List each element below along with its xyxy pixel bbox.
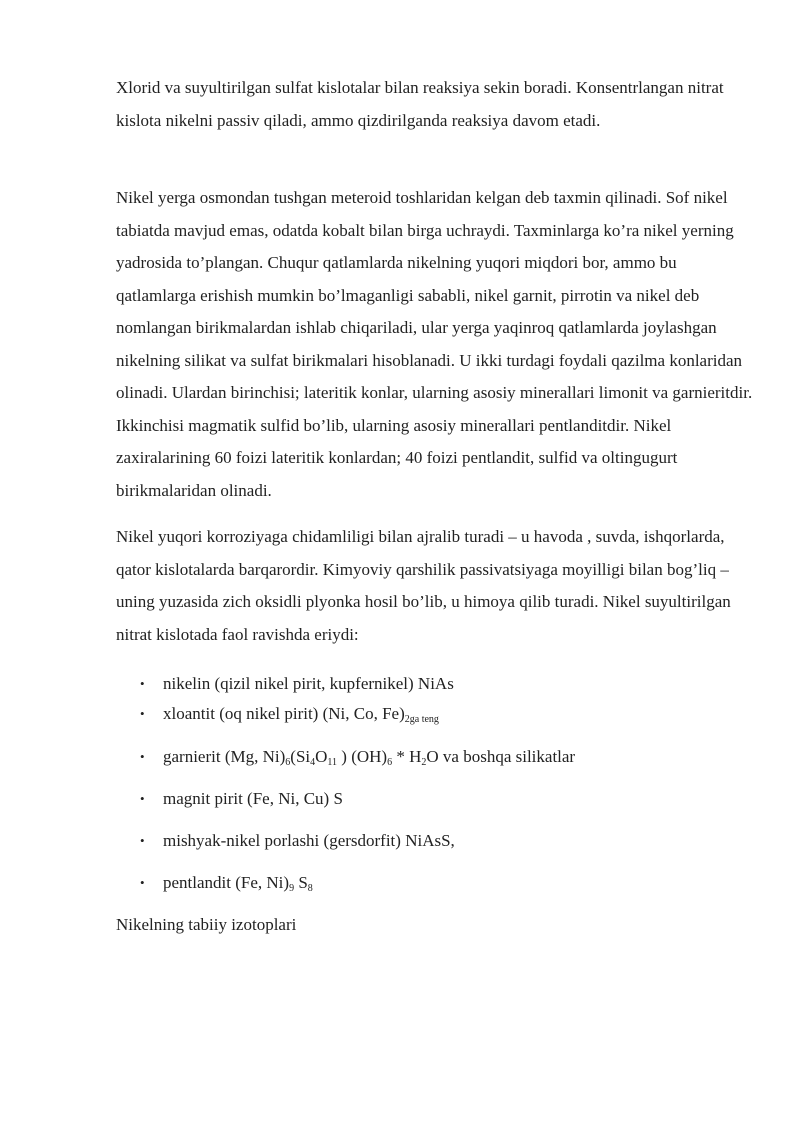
list-item [116,699,756,729]
mineral-pentlandit: pentlandit (Fe, $Ni)_9$ $S_8$ [163,873,313,894]
bullet-icon: • [140,791,145,806]
mineral-magnit-pirit: magnit pirit (Fe, Ni, Cu) S [163,789,343,808]
minerals-list [116,669,756,898]
paragraph-acid-reaction: Xlorid va suyultirilgan sulfat kislotalar bilan reaksiya sekin boradi. Konsentrlangan nitrat kislota nikelni passiv qiladi, ammo qizdirilganda reaksiya davom etadi. [116,78,724,130]
bullet-icon: • [140,749,145,764]
paragraph-nickel-origin: Nikel yerga osmondan tushgan meteroid toshlaridan kelgan deb taxmin qilinadi. Sof nikel tabiatda mavjud emas, odatda kobalt bilan birga uchraydi. Taxminlarga ko’ra nikel yerning yadrosida to’plangan. Chuqur qatlamlarda nikelning yuqori miqdori bor, ammo bu qatlamlarga erishish mumkin bo’lmaganligi sababli, nikel garnit, pirrotin va nikel deb nomlangan birikmalardan ishlab chiqariladi, ular yerga yaqinroq qatlamlarda joylashgan nikelning silikat va sulfat birikmalari hisoblanadi. U ikki turdagi foydali qazilma konlaridan olinadi. Ulardan birinchisi; lateritik konlar, ularning asosiy minerallari limonit va garnieritdir. Ikkinchisi magmatik sulfid bo’lib, ularning asosiy minerallari pentlanditdir. Nikel zaxiralarining 60 foizi lateritik konlardan; 40 foizi pentlandit, sulfid va oltingugurt birikmalaridan olinadi. [116,188,753,500]
document-page [116,72,756,940]
bullet-icon: • [140,706,145,721]
bullet-icon: • [140,833,145,848]
bullet-icon: • [140,676,145,691]
list-item [116,784,756,814]
bullet-icon: • [140,875,145,890]
mineral-xloantit: xloantit (oq nikel pirit) (Ni, Co, $Fe)_{2ga teng}$ [163,704,439,725]
mineral-gersdorfit: mishyak-nikel porlashi (gersdorfit) NiAsS, [163,831,455,850]
section-heading-isotopes: Nikelning tabiiy izotoplari [116,915,297,934]
list-item [116,669,756,699]
list-item [116,826,756,856]
mineral-nikelin: nikelin (qizil nikel pirit, kupfernikel) NiAs [163,674,454,693]
list-item [116,868,756,898]
paragraph-corrosion-resistance: Nikel yuqori korroziyaga chidamliligi bilan ajralib turadi – u havoda , suvda, ishqorlarda, qator kislotalarda barqarordir. Kimyoviy qarshilik passivatsiyaga moyilligi bilan bog’liq – uning yuzasida zich oksidli plyonka hosil bo’lib, u himoya qilib turadi. Nikel suyultirilgan nitrat kislotada faol ravishda eriydi: [116,527,731,644]
mineral-garnierit: garnierit (Mg, $Ni)_6(Si_4O_{11}$ ) $(OH)_6 * H_2O$ va boshqa silikatlar [163,747,576,768]
list-item [116,742,756,772]
